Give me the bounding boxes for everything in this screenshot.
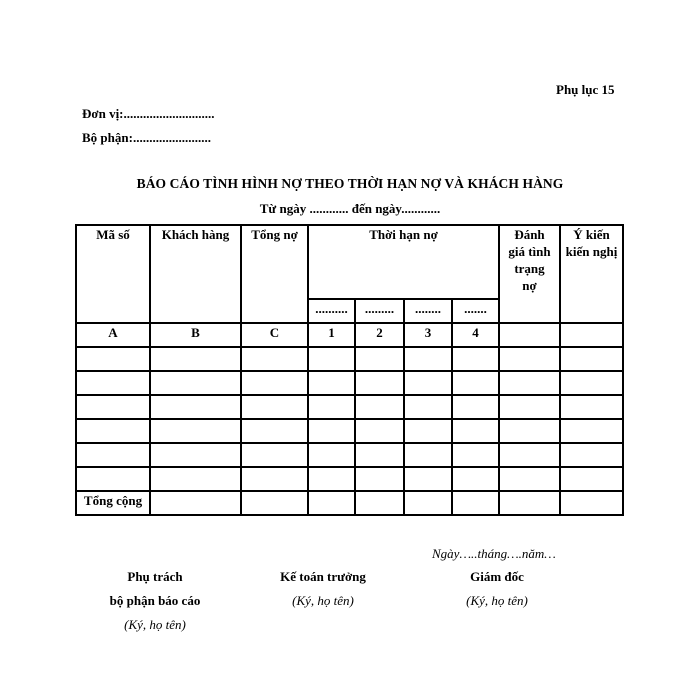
table-cell bbox=[308, 467, 355, 491]
table-cell bbox=[560, 419, 623, 443]
table-row bbox=[76, 347, 623, 371]
appendix-label: Phụ lục 15 bbox=[556, 82, 615, 97]
total-label: Tổng cộng bbox=[76, 491, 150, 515]
table-cell bbox=[150, 371, 241, 395]
table-cell bbox=[241, 347, 308, 371]
header-customer: Khách hàng bbox=[150, 225, 241, 323]
report-period: Từ ngày ............ đến ngày............ bbox=[259, 201, 441, 216]
term-subheader: ........ bbox=[404, 299, 452, 323]
column-letter bbox=[499, 323, 560, 347]
table-cell bbox=[150, 419, 241, 443]
table-cell bbox=[355, 347, 404, 371]
table-cell bbox=[560, 467, 623, 491]
table-cell bbox=[499, 371, 560, 395]
total-cell bbox=[499, 491, 560, 515]
header-code: Mã số bbox=[76, 225, 150, 323]
signer-right-title: Giám đốc bbox=[470, 569, 524, 584]
table-cell bbox=[308, 371, 355, 395]
table-cell bbox=[76, 395, 150, 419]
column-letter: 4 bbox=[452, 323, 499, 347]
table-row bbox=[76, 371, 623, 395]
table-cell bbox=[499, 419, 560, 443]
table-cell bbox=[560, 347, 623, 371]
table-cell bbox=[76, 443, 150, 467]
table-cell bbox=[499, 395, 560, 419]
header-total-debt: Tổng nợ bbox=[241, 225, 308, 323]
table-cell bbox=[560, 395, 623, 419]
signer-left-title-2: bộ phận báo cáo bbox=[109, 593, 201, 608]
table-cell bbox=[452, 347, 499, 371]
signer-right-note: (Ký, họ tên) bbox=[466, 593, 528, 608]
term-subheader: ......... bbox=[355, 299, 404, 323]
table-cell bbox=[355, 395, 404, 419]
table-cell bbox=[355, 371, 404, 395]
header-assessment: Đánh giá tình trạng nợ bbox=[499, 225, 560, 323]
table-cell bbox=[355, 467, 404, 491]
column-letter: 3 bbox=[404, 323, 452, 347]
table-cell bbox=[355, 419, 404, 443]
column-letter: 2 bbox=[355, 323, 404, 347]
column-letter bbox=[560, 323, 623, 347]
table-cell bbox=[404, 347, 452, 371]
table-cell bbox=[241, 443, 308, 467]
table-cell bbox=[150, 347, 241, 371]
table-cell bbox=[404, 371, 452, 395]
total-cell bbox=[308, 491, 355, 515]
table-cell bbox=[76, 371, 150, 395]
table-cell bbox=[308, 419, 355, 443]
total-cell bbox=[241, 491, 308, 515]
table-row bbox=[76, 419, 623, 443]
table-cell bbox=[499, 347, 560, 371]
column-letter: B bbox=[150, 323, 241, 347]
date-line: Ngày…..tháng….năm… bbox=[432, 546, 556, 561]
total-cell bbox=[150, 491, 241, 515]
table-cell bbox=[452, 467, 499, 491]
table-row bbox=[76, 443, 623, 467]
table-cell bbox=[241, 419, 308, 443]
signer-left-note: (Ký, họ tên) bbox=[124, 617, 186, 632]
total-cell bbox=[355, 491, 404, 515]
table-cell bbox=[308, 347, 355, 371]
table-cell bbox=[241, 371, 308, 395]
total-cell bbox=[404, 491, 452, 515]
table-cell bbox=[404, 443, 452, 467]
table-cell bbox=[452, 419, 499, 443]
department-field: Bộ phận:........................ bbox=[82, 130, 211, 145]
unit-field: Đơn vị:............................ bbox=[82, 106, 215, 121]
table-cell bbox=[452, 395, 499, 419]
term-subheader: ....... bbox=[452, 299, 499, 323]
table-cell bbox=[308, 395, 355, 419]
table-cell bbox=[241, 467, 308, 491]
table-cell bbox=[560, 443, 623, 467]
signer-middle-title: Kế toán trưởng bbox=[280, 569, 366, 584]
column-letter: C bbox=[241, 323, 308, 347]
total-cell bbox=[452, 491, 499, 515]
report-title: BÁO CÁO TÌNH HÌNH NỢ THEO THỜI HẠN NỢ VÀ KHÁCH HÀNG bbox=[136, 176, 564, 191]
signer-left-title-1: Phụ trách bbox=[127, 569, 183, 584]
table-cell bbox=[355, 443, 404, 467]
table-cell bbox=[76, 347, 150, 371]
table-cell bbox=[150, 395, 241, 419]
table-cell bbox=[499, 467, 560, 491]
table-cell bbox=[76, 419, 150, 443]
table-row bbox=[76, 395, 623, 419]
column-letter: 1 bbox=[308, 323, 355, 347]
header-opinion: Ý kiến kiến nghị bbox=[560, 225, 623, 323]
table-cell bbox=[404, 395, 452, 419]
table-cell bbox=[560, 371, 623, 395]
table-cell bbox=[499, 443, 560, 467]
table-cell bbox=[76, 467, 150, 491]
table-cell bbox=[150, 467, 241, 491]
column-letter: A bbox=[76, 323, 150, 347]
table-cell bbox=[404, 467, 452, 491]
signer-middle-note: (Ký, họ tên) bbox=[292, 593, 354, 608]
table-cell bbox=[308, 443, 355, 467]
table-cell bbox=[241, 395, 308, 419]
table-cell bbox=[404, 419, 452, 443]
total-cell bbox=[560, 491, 623, 515]
table-cell bbox=[452, 371, 499, 395]
term-subheader: .......... bbox=[308, 299, 355, 323]
debt-report-table bbox=[75, 224, 624, 516]
table-cell bbox=[452, 443, 499, 467]
header-debt-term: Thời hạn nợ bbox=[308, 225, 499, 299]
table-row bbox=[76, 467, 623, 491]
table-cell bbox=[150, 443, 241, 467]
